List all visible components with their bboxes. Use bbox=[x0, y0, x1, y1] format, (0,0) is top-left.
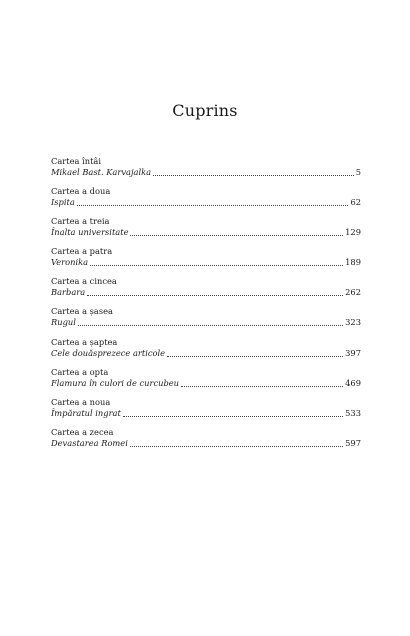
toc-entry bbox=[51, 427, 361, 457]
chapter-title: Devastarea Romei bbox=[51, 437, 128, 448]
page-title: Cuprins bbox=[172, 101, 238, 120]
toc-entry bbox=[51, 246, 361, 276]
toc-line bbox=[51, 438, 361, 449]
toc-entry bbox=[51, 337, 361, 367]
chapter-title: Rugul bbox=[51, 317, 76, 328]
dot-leader bbox=[123, 415, 343, 417]
toc-line bbox=[51, 197, 361, 208]
chapter-title: Flamura în culori de curcubeu bbox=[51, 377, 180, 388]
dot-leader bbox=[181, 385, 343, 387]
book-label: Cartea întâi bbox=[51, 156, 102, 166]
toc-line bbox=[51, 378, 361, 389]
page-number: 62 bbox=[350, 197, 361, 208]
page-number: 5 bbox=[355, 167, 361, 177]
page-number: 597 bbox=[345, 437, 361, 448]
book-label: Cartea a zecea bbox=[51, 426, 114, 437]
toc-line bbox=[51, 287, 361, 298]
book-label: Cartea a noua bbox=[51, 396, 111, 407]
dot-leader bbox=[153, 174, 354, 176]
page-number: 397 bbox=[345, 347, 361, 358]
page-number: 129 bbox=[345, 227, 361, 238]
chapter-title: Barbara bbox=[51, 287, 86, 298]
toc-line bbox=[51, 257, 361, 268]
book-label: Cartea a patra bbox=[51, 246, 113, 257]
toc-entry bbox=[51, 156, 361, 186]
chapter-title: Mikael Bast. Karvajalka bbox=[51, 167, 152, 177]
toc-line bbox=[51, 167, 361, 178]
toc-line bbox=[51, 227, 361, 238]
dot-leader bbox=[167, 355, 343, 357]
book-label: Cartea a cincea bbox=[51, 276, 117, 287]
toc-entry bbox=[51, 276, 361, 306]
toc-entry bbox=[51, 186, 361, 216]
toc-entry bbox=[51, 306, 361, 336]
book-label: Cartea a doua bbox=[51, 186, 111, 197]
page-number: 533 bbox=[345, 407, 361, 418]
chapter-title: Veronika bbox=[51, 257, 89, 268]
chapter-title: Înalta universitate bbox=[51, 227, 129, 238]
book-label: Cartea a șaptea bbox=[51, 336, 118, 347]
toc-entry bbox=[51, 216, 361, 246]
toc-entry bbox=[51, 367, 361, 397]
page-number: 469 bbox=[345, 377, 361, 388]
book-label: Cartea a opta bbox=[51, 366, 109, 377]
dot-leader bbox=[78, 324, 343, 326]
dot-leader bbox=[77, 204, 349, 206]
toc-line bbox=[51, 408, 361, 419]
chapter-title: Cele douăsprezece articole bbox=[51, 347, 166, 358]
table-of-contents bbox=[51, 156, 361, 457]
page-number: 323 bbox=[345, 317, 361, 328]
toc-entry bbox=[51, 397, 361, 427]
book-label: Cartea a treia bbox=[51, 216, 110, 227]
book-label: Cartea a șasea bbox=[51, 306, 113, 317]
toc-line bbox=[51, 317, 361, 328]
toc-line bbox=[51, 348, 361, 359]
dot-leader bbox=[130, 445, 343, 447]
chapter-title: Împăratul ingrat bbox=[51, 407, 121, 418]
dot-leader bbox=[130, 234, 343, 236]
page-number: 262 bbox=[345, 287, 361, 298]
page-number: 189 bbox=[345, 257, 361, 268]
dot-leader bbox=[87, 294, 343, 296]
dot-leader bbox=[90, 264, 343, 266]
chapter-title: Ispita bbox=[51, 197, 75, 208]
